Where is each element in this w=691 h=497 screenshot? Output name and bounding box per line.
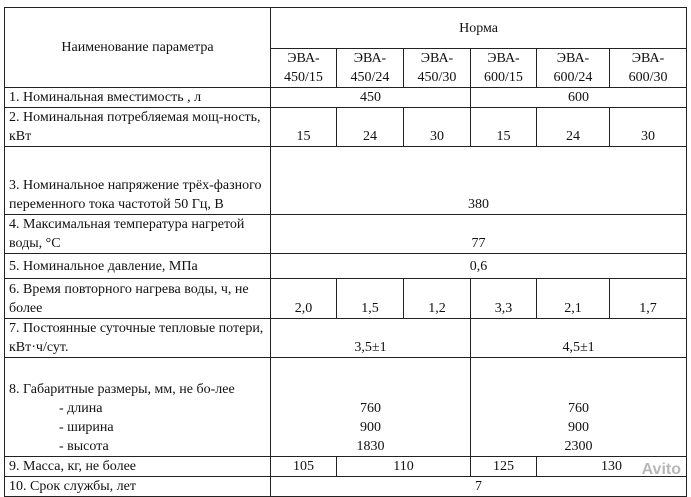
table-row: [5, 254, 687, 279]
cell: 24: [537, 108, 610, 147]
cell: 1,2: [404, 279, 471, 319]
cell: 30: [610, 108, 687, 147]
cell: 380: [271, 147, 687, 215]
cell: 24: [337, 108, 404, 147]
cell: 760 900 2300: [471, 358, 687, 457]
cell: 125: [471, 457, 537, 477]
row-label: 7. Постоянные суточные тепловые потери, кВт·ч/сут.: [5, 319, 271, 358]
table-row: [5, 457, 687, 477]
cell: 1,7: [610, 279, 687, 319]
cell: 450: [271, 88, 471, 108]
row-label: 8. Габаритные размеры, мм, не бо-лее - длина - ширина - высота: [5, 358, 271, 457]
cell: 105: [271, 457, 337, 477]
cell: 3,5±1: [271, 319, 471, 358]
cell: 0,6: [271, 254, 687, 279]
cell: 2,0: [271, 279, 337, 319]
model-header: ЭВА- 450/15: [271, 49, 337, 88]
model-header: ЭВА- 450/24: [337, 49, 404, 88]
model-header: ЭВА- 600/30: [610, 49, 687, 88]
table-row: [5, 319, 687, 358]
cell: 15: [271, 108, 337, 147]
cell: 30: [404, 108, 471, 147]
table-row: [5, 279, 687, 319]
cell: 760 900 1830: [271, 358, 471, 457]
header-row: [5, 8, 687, 49]
row-label: 5. Номинальное давление, МПа: [5, 254, 271, 279]
cell: 7: [271, 477, 687, 497]
model-header: ЭВА- 600/15: [471, 49, 537, 88]
row-label: 4. Максимальная температура нагретой воды, °С: [5, 215, 271, 254]
model-header: ЭВА- 450/30: [404, 49, 471, 88]
cell: 3,3: [471, 279, 537, 319]
cell: 15: [471, 108, 537, 147]
avito-watermark: Avito: [641, 461, 681, 478]
cell: 4,5±1: [471, 319, 687, 358]
param-header: Наименование параметра: [5, 8, 271, 88]
cell: 130: [537, 457, 687, 477]
norm-header: Норма: [271, 8, 687, 49]
table-row: [5, 108, 687, 147]
cell: 2,1: [537, 279, 610, 319]
table-row: [5, 477, 687, 497]
row-label: 2. Номинальная потребляемая мощ-ность, кВт: [5, 108, 271, 147]
row-label: 10. Срок службы, лет: [5, 477, 271, 497]
specifications-table: [4, 7, 687, 497]
table-row: [5, 88, 687, 108]
cell: 77: [271, 215, 687, 254]
row-label: 3. Номинальное напряжение трёх-фазного переменного тока частотой 50 Гц, В: [5, 147, 271, 215]
row-label: 9. Масса, кг, не более: [5, 457, 271, 477]
model-header: ЭВА- 600/24: [537, 49, 610, 88]
cell: 600: [471, 88, 687, 108]
table-row: [5, 215, 687, 254]
table-row: [5, 147, 687, 215]
row-label: 6. Время повторного нагрева воды, ч, не более: [5, 279, 271, 319]
table-row: [5, 358, 687, 457]
row-label: 1. Номинальная вместимость , л: [5, 88, 271, 108]
cell: 1,5: [337, 279, 404, 319]
cell: 110: [337, 457, 471, 477]
